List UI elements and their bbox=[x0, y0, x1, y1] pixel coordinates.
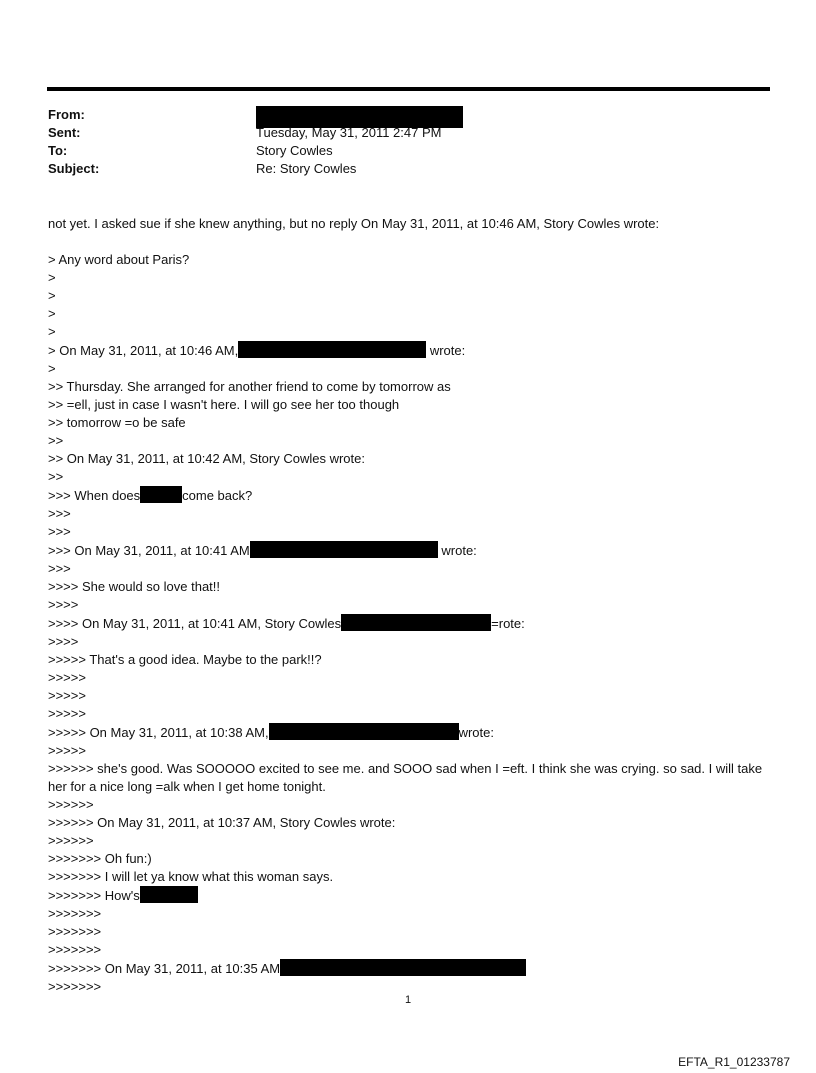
quote-text: >>>>> On May 31, 2011, at 10:38 AM, bbox=[48, 725, 269, 740]
quote-text: >>> When does bbox=[48, 488, 141, 503]
quote-text: > On May 31, 2011, at 10:46 AM, bbox=[48, 343, 239, 358]
sent-value: Tuesday, May 31, 2011 2:47 PM bbox=[256, 125, 442, 140]
from-label: From: bbox=[48, 107, 85, 122]
redaction-bar bbox=[238, 341, 426, 358]
quote-line: >>>>>> bbox=[48, 833, 94, 848]
quote-line: >>>> bbox=[48, 597, 79, 612]
quote-line: >> =ell, just in case I wasn't here. I will go see her too though bbox=[48, 397, 400, 412]
quote-line bbox=[48, 341, 768, 360]
redaction-bar bbox=[250, 541, 438, 558]
to-row bbox=[48, 142, 748, 160]
subject-row bbox=[48, 160, 748, 178]
redaction-bar bbox=[280, 959, 526, 976]
redaction-bar bbox=[269, 723, 459, 740]
quote-line: >>> bbox=[48, 506, 71, 521]
document-id: EFTA_R1_01233787 bbox=[678, 1055, 790, 1069]
sent-label: Sent: bbox=[48, 125, 81, 140]
quote-line: >> tomorrow =o be safe bbox=[48, 415, 186, 430]
to-value: Story Cowles bbox=[256, 143, 333, 158]
quote-line: >>> bbox=[48, 561, 71, 576]
quote-line: >>>>>> she's good. Was SOOOOO excited to see me. and SOOO sad when I =eft. I think she was crying. so sad. I will take her for a nice long =alk when I get home tonight. bbox=[48, 761, 763, 794]
quote-line: >>>>> bbox=[48, 706, 86, 721]
quote-line: >> Thursday. She arranged for another friend to come by tomorrow as bbox=[48, 379, 451, 394]
page-number: 1 bbox=[404, 994, 412, 1006]
quote-line: >>>>>> bbox=[48, 797, 94, 812]
blank-line bbox=[48, 233, 768, 251]
to-label: To: bbox=[48, 143, 68, 158]
redaction-bar bbox=[341, 614, 491, 631]
quote-line: >> bbox=[48, 469, 64, 484]
quote-line: > Any word about Paris? bbox=[48, 252, 190, 267]
quote-line: >> On May 31, 2011, at 10:42 AM, Story Cowles wrote: bbox=[48, 451, 365, 466]
subject-label: Subject: bbox=[48, 161, 100, 176]
quote-line: > bbox=[48, 361, 56, 376]
quote-line: >> bbox=[48, 433, 64, 448]
quote-text: >>>> On May 31, 2011, at 10:41 AM, Story Cowles bbox=[48, 616, 342, 631]
quote-line: > bbox=[48, 324, 56, 339]
quote-line: > bbox=[48, 288, 56, 303]
quote-text: =rote: bbox=[491, 616, 525, 631]
quote-line: >>>>> bbox=[48, 688, 86, 703]
intro-line: not yet. I asked sue if she knew anything, but no reply On May 31, 2011, at 10:46 AM, Story Cowles wrote: bbox=[48, 216, 660, 231]
quote-line bbox=[48, 614, 768, 633]
redaction-bar bbox=[140, 886, 198, 903]
quote-text: >>>>>>> On May 31, 2011, at 10:35 AM bbox=[48, 961, 281, 976]
quote-line: >>>> She would so love that!! bbox=[48, 579, 221, 594]
quote-line bbox=[48, 959, 768, 978]
quote-line: >>>>> bbox=[48, 670, 86, 685]
quote-line: >>>>>>> I will let ya know what this woman says. bbox=[48, 869, 334, 884]
quote-line: >>>> bbox=[48, 634, 79, 649]
quote-line: >>>>>> On May 31, 2011, at 10:37 AM, Story Cowles wrote: bbox=[48, 815, 396, 830]
quote-line: >>> bbox=[48, 524, 71, 539]
quote-line bbox=[48, 486, 768, 505]
sent-row bbox=[48, 124, 748, 142]
email-header bbox=[48, 106, 748, 178]
quote-text: wrote: bbox=[441, 543, 477, 558]
header-rule bbox=[47, 87, 770, 91]
quote-line: >>>>> That's a good idea. Maybe to the park!!? bbox=[48, 652, 322, 667]
quote-text: wrote: bbox=[429, 343, 466, 358]
quote-line bbox=[48, 541, 768, 560]
quote-line: >>>>>>> bbox=[48, 924, 102, 939]
quote-line: >>>>>>> bbox=[48, 906, 102, 921]
quote-line: > bbox=[48, 306, 56, 321]
quote-text: >>>>>>> How's bbox=[48, 888, 140, 903]
quote-line: > bbox=[48, 270, 56, 285]
from-row bbox=[48, 106, 748, 124]
quote-line: >>>>>>> Oh fun:) bbox=[48, 851, 152, 866]
quote-line: >>>>> bbox=[48, 743, 86, 758]
quote-text: come back? bbox=[182, 488, 253, 503]
quote-text: >>> On May 31, 2011, at 10:41 AM bbox=[48, 543, 250, 558]
quote-line: >>>>>>> bbox=[48, 942, 102, 957]
redaction-bar bbox=[140, 486, 182, 503]
quote-line bbox=[48, 723, 768, 742]
subject-value: Re: Story Cowles bbox=[256, 161, 357, 176]
quote-text: wrote: bbox=[458, 725, 494, 740]
quote-line bbox=[48, 886, 768, 905]
quote-line: >>>>>>> bbox=[48, 979, 102, 994]
email-body bbox=[48, 215, 768, 996]
